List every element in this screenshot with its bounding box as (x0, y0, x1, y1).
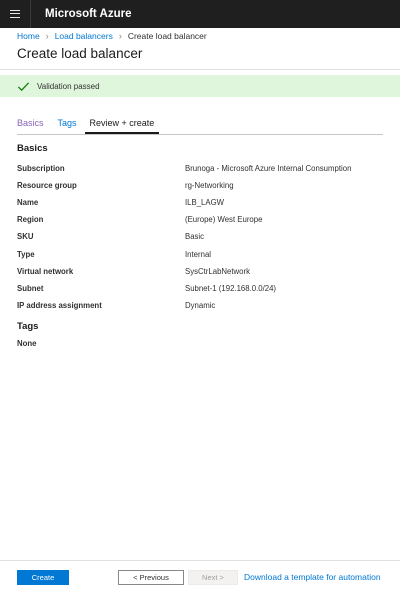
page-title: Create load balancer (17, 46, 143, 61)
summary-label: Name (17, 198, 39, 208)
summary-row (17, 228, 387, 245)
next-button[interactable]: Next > (188, 570, 238, 585)
summary-value: rg-Networking (185, 181, 234, 191)
summary-label: Virtual network (17, 266, 74, 276)
summary-value: Subnet-1 (192.168.0.0/24) (185, 283, 277, 293)
summary-label: SKU (17, 232, 34, 242)
summary-value: Dynamic (185, 300, 216, 310)
header-divider (0, 69, 400, 70)
validation-text: Validation passed (37, 81, 100, 91)
summary-value: Internal (185, 249, 212, 259)
breadcrumb-home[interactable]: Home (17, 31, 40, 41)
hamburger-lines (10, 10, 20, 18)
summary-row (17, 280, 387, 297)
summary-row (17, 160, 387, 177)
validation-banner (0, 75, 400, 97)
summary-label: Subnet (17, 283, 44, 293)
summary-label: Subscription (17, 164, 65, 174)
tab-review-create[interactable]: Review + create (85, 116, 160, 134)
summary-value: (Europe) West Europe (185, 215, 263, 225)
breadcrumb-current: Create load balancer (127, 31, 207, 41)
summary-row (17, 297, 387, 314)
summary-label: Resource group (17, 181, 77, 191)
tab-basics[interactable]: Basics (17, 118, 44, 128)
previous-button[interactable]: < Previous (118, 570, 184, 585)
summary-value: ILB_LAGW (185, 198, 224, 208)
chevron-right-icon: › (45, 31, 49, 41)
brand-title[interactable]: Microsoft Azure (45, 8, 132, 20)
section-title-tags: Tags (17, 321, 39, 332)
summary-row (17, 177, 387, 194)
basics-summary (17, 160, 387, 314)
summary-row (17, 211, 387, 228)
top-bar (0, 0, 400, 28)
summary-value: SysCtrLabNetwork (185, 266, 250, 276)
section-title-basics: Basics (17, 143, 48, 154)
checkmark-icon (17, 80, 30, 93)
tab-bar (17, 116, 173, 134)
summary-label: Type (17, 249, 35, 259)
chevron-right-icon: › (118, 31, 122, 41)
footer-divider (0, 560, 400, 561)
summary-value: Brunoga - Microsoft Azure Internal Consumption (185, 164, 352, 174)
tab-tags[interactable]: Tags (57, 118, 77, 128)
summary-row (17, 194, 387, 211)
breadcrumb (17, 31, 207, 41)
download-template-link[interactable]: Download a template for automation (244, 572, 381, 582)
summary-label: IP address assignment (17, 300, 102, 310)
create-button[interactable]: Create (17, 570, 69, 585)
breadcrumb-load-balancers[interactable]: Load balancers (54, 31, 113, 41)
summary-row (17, 245, 387, 262)
summary-label: Region (17, 215, 44, 225)
hamburger-icon[interactable] (0, 0, 31, 28)
summary-value: Basic (185, 232, 205, 242)
tabs-divider (17, 134, 383, 135)
tags-value: None (17, 339, 37, 348)
summary-row (17, 263, 387, 280)
